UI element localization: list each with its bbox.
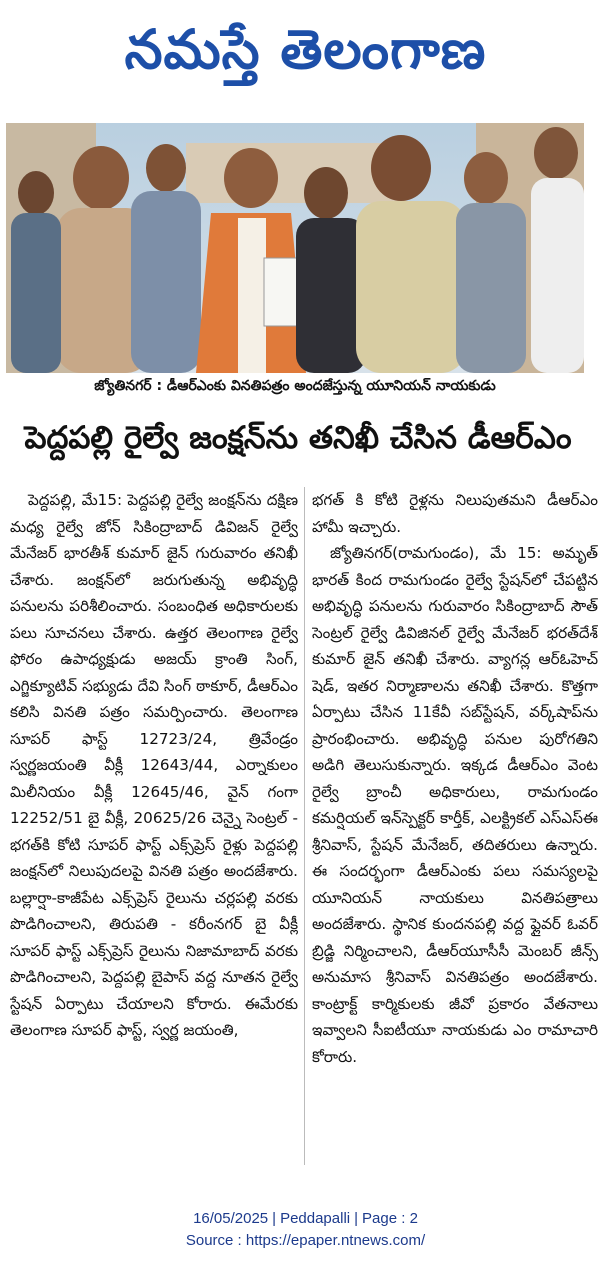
column-divider — [304, 487, 305, 1165]
footer-date: 16/05/2025 — [193, 1210, 269, 1227]
footer-page: Page : 2 — [362, 1210, 418, 1227]
article-column-right — [312, 487, 598, 1165]
news-photo — [6, 123, 584, 373]
article-column-left — [10, 487, 298, 1165]
photo-caption: జ్యోతినగర్ : డీఆర్‌ఎంకు వినతిపత్రం అందజేస్తున్న యూనియన్ నాయకుడు — [94, 378, 496, 394]
page-footer — [0, 1208, 611, 1252]
article-paragraph: భగత్ కి కోటి రైళ్లను నిలుపుతమని డీఆర్‌ఎం హామీ ఇచ్చారు. — [312, 491, 598, 536]
footer-meta: 16/05/2025 | Peddapalli | Page : 2 — [193, 1210, 418, 1227]
newspaper-logo: నమస్తే తెలంగాణ — [124, 17, 487, 81]
article-paragraph: జ్యోతినగర్(రామగుండం), మే 15: అమృత్ భారత్ కింద రామగుండం రైల్వే స్టేషన్‌లో చేపట్టిన అభివృద్ధి పనులను గురువారం సికింద్రాబాద్ సౌత్ సెంట్రల్ రైల్వే డివిజినల్ రైల్వే మేనేజర్ భరత్‌దేశ్ కుమార్ జైన్ తనిఖీ చేశారు. వ్యాగన్ల ఆర్‌ఓహెచ్ షెడ్, ఇతర నిర్మాణాలను తనిఖీ చేశారు. కొత్తగా ఏర్పాటు చేసిన 11కేవీ సబ్‌స్టేషన్, వర్క్‌షాప్‌ను ప్రారంభించారు. అభివృద్ధి పనుల పురోగతిని అడిగి తెలుసుకున్నారు. ఇక్కడ డీఆర్‌ఎం వెంట రైల్వే బ్రాంచీ అధికారులు, రామగుండం కమర్షియల్ ఇన్‌స్పెక్టర్ కార్తీక్, ఎలక్ట్రికల్ ఎస్‌ఎస్‌ఈ శ్రీనివాస్, స్టేషన్ మేనేజర్, తదితరులు ఉన్నారు. ఈ సందర్భంగా డీఆర్‌ఎంకు పలు సమస్యలపై యూనియన్ నాయకులు వినతిపత్రాలు అందజేశారు. స్థానిక కుందనపల్లి వద్ద ఫ్లైవర్ ఓవర్ బ్రిడ్జి నిర్మించాలని, డీఆర్‌యూసీసీ మెంబర్ జీన్స్ అనుమాస శ్రీనివాస్ వినతిపత్రం అందజేశారు. కాంట్రాక్ట్ కార్మికులకు జీవో ప్రకారం వేతనాలు ఇవ్వాలని సీఐటీయూ నాయకుడు ఎం రామాచారి కోరారు. — [312, 544, 598, 1066]
footer-edition: Peddapalli — [280, 1210, 351, 1227]
masthead — [0, 0, 611, 112]
article-paragraph: పెద్దపల్లి, మే15: పెద్దపల్లి రైల్వే జంక్షన్‌ను దక్షిణ మధ్య రైల్వే జోన్ సికింద్రాబాద్ డివిజన్ రైల్వే మేనేజర్ భారతీశ్ కుమార్ జైన్ గురువారం తనిఖీ చేశారు. జంక్షన్‌లో జరుగుతున్న అభివృద్ధి పనులను పరిశీలించారు. సంబంధిత అధికారులకు పలు సూచనలు చేశారు. ఉత్తర తెలంగాణ రైల్వే ఫోరం ఉపాధ్యక్షుడు అజయ్ క్రాంతి సింగ్, ఎగ్జిక్యూటివ్ సభ్యుడు దేవి సింగ్ ఠాకూర్, డీఆర్‌ఎం కలిసి వినతి పత్రం సమర్పించారు. తెలంగాణ సూపర్ ఫాస్ట్ 12723/24, త్రివేండ్రం స్వర్ణజయంతి వీక్లీ 12643/44, ఎర్నాకులం మిలీనియం వీక్లీ 12645/46, వైన్ గంగా 12252/51 బై వీక్లీ, 20625/26 చెన్నై సెంట్రల్ - భగత్‌కి కోటి సూపర్ ఫాస్ట్ ఎక్స్‌ప్రెస్ రైళ్లు పెద్దపల్లి జంక్షన్‌లో నిలుపుదలపై వినతి పత్రం అందజేశారు. బల్లార్షా-కాజీపేట ఎక్స్‌ప్రెస్ రైలును చర్లపల్లి వరకు పొడిగించాలని, తిరుపతి - కరీంనగర్ బై వీక్లీ సూపర్ ఫాస్ట్ ఎక్స్‌ప్రెస్ రైలును నిజామాబాద్ వరకు పొడిగించాలని, పెద్దపల్లి బైపాస్ వద్ద నూతన రైల్వే స్టేషన్ ఏర్పాటు చేయాలని కోరారు. ఈమేరకు తెలంగాణ సూపర్ ఫాస్ట్, స్వర్ణ జయంతి, — [10, 491, 298, 1039]
footer-source: Source : https://epaper.ntnews.com/ — [185, 1232, 426, 1249]
article-headline: పెద్దపల్లి రైల్వే జంక్షన్‌ను తనిఖీ చేసిన డీఆర్‌ఎం — [24, 419, 572, 456]
